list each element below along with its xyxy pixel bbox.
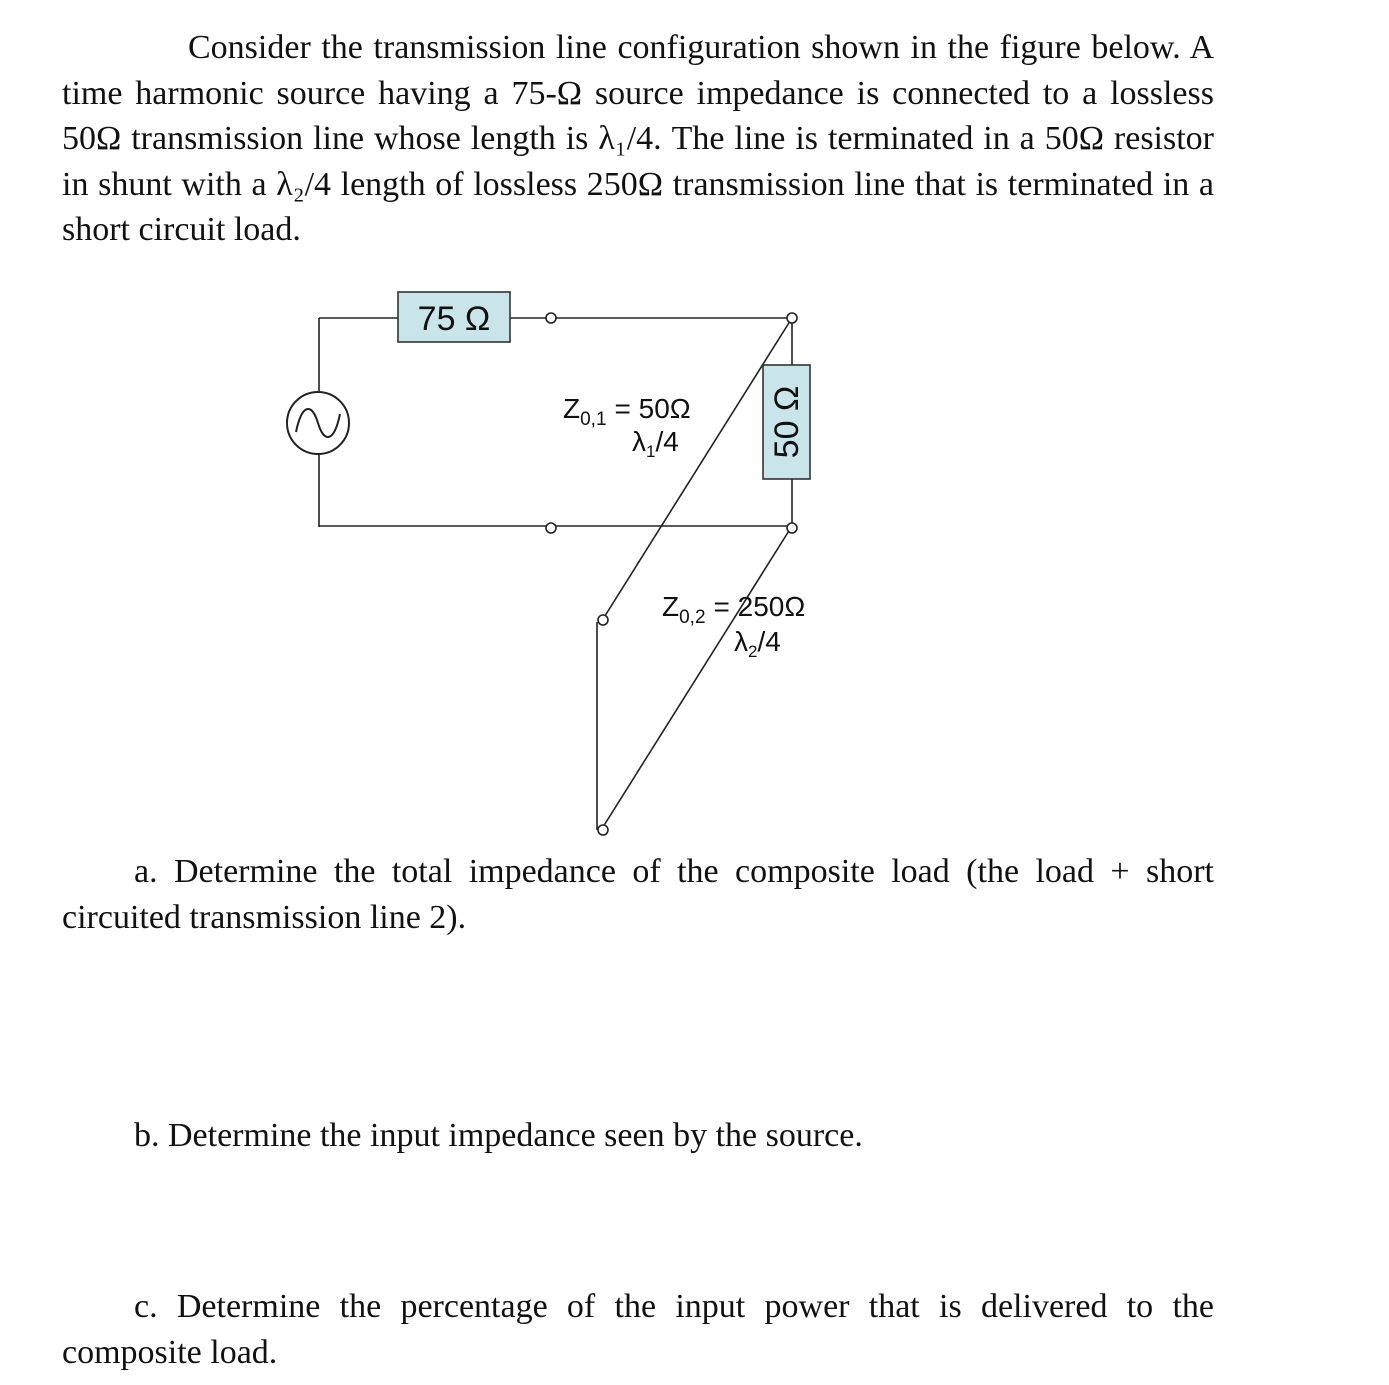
line2-length-label: $\lambda_2/4$ bbox=[734, 626, 781, 661]
terminal bbox=[546, 523, 556, 533]
line1-length-label: $\lambda_1/4$ bbox=[632, 426, 679, 461]
line2-impedance-label: $Z_{0,2} = 250\Omega$ bbox=[662, 591, 806, 628]
problem-statement: Consider the transmission line configuration shown in the figure below. A time harmonic source having a 75-Ω source impedance is connected to a lossless 50Ω transmission line whose length is λ₁/4. The line is terminated in a 50Ω resistor in shunt with a λ₂/4 length of lossless 250Ω transmission line that is terminated in a short circuit load. bbox=[62, 29, 1214, 248]
terminal bbox=[787, 523, 797, 533]
terminal bbox=[598, 615, 608, 625]
ac-source-icon bbox=[287, 392, 349, 454]
question-c: c. Determine the percentage of the input power that is delivered to the composite load. bbox=[62, 1288, 1214, 1371]
terminal bbox=[598, 825, 608, 835]
load-resistor-label: 50 Ω bbox=[768, 385, 806, 459]
question-a: a. Determine the total impedance of the composite load (the load + short circuited transmission line 2). bbox=[62, 853, 1214, 936]
source-resistor-label: 75 Ω bbox=[417, 300, 491, 338]
line2-lower-conductor bbox=[603, 526, 792, 827]
terminal bbox=[787, 313, 797, 323]
question-b: b. Determine the input impedance seen by the source. bbox=[134, 1117, 863, 1154]
terminal bbox=[546, 313, 556, 323]
line1-impedance-label: $Z_{0,1} = 50\Omega$ bbox=[563, 393, 691, 430]
